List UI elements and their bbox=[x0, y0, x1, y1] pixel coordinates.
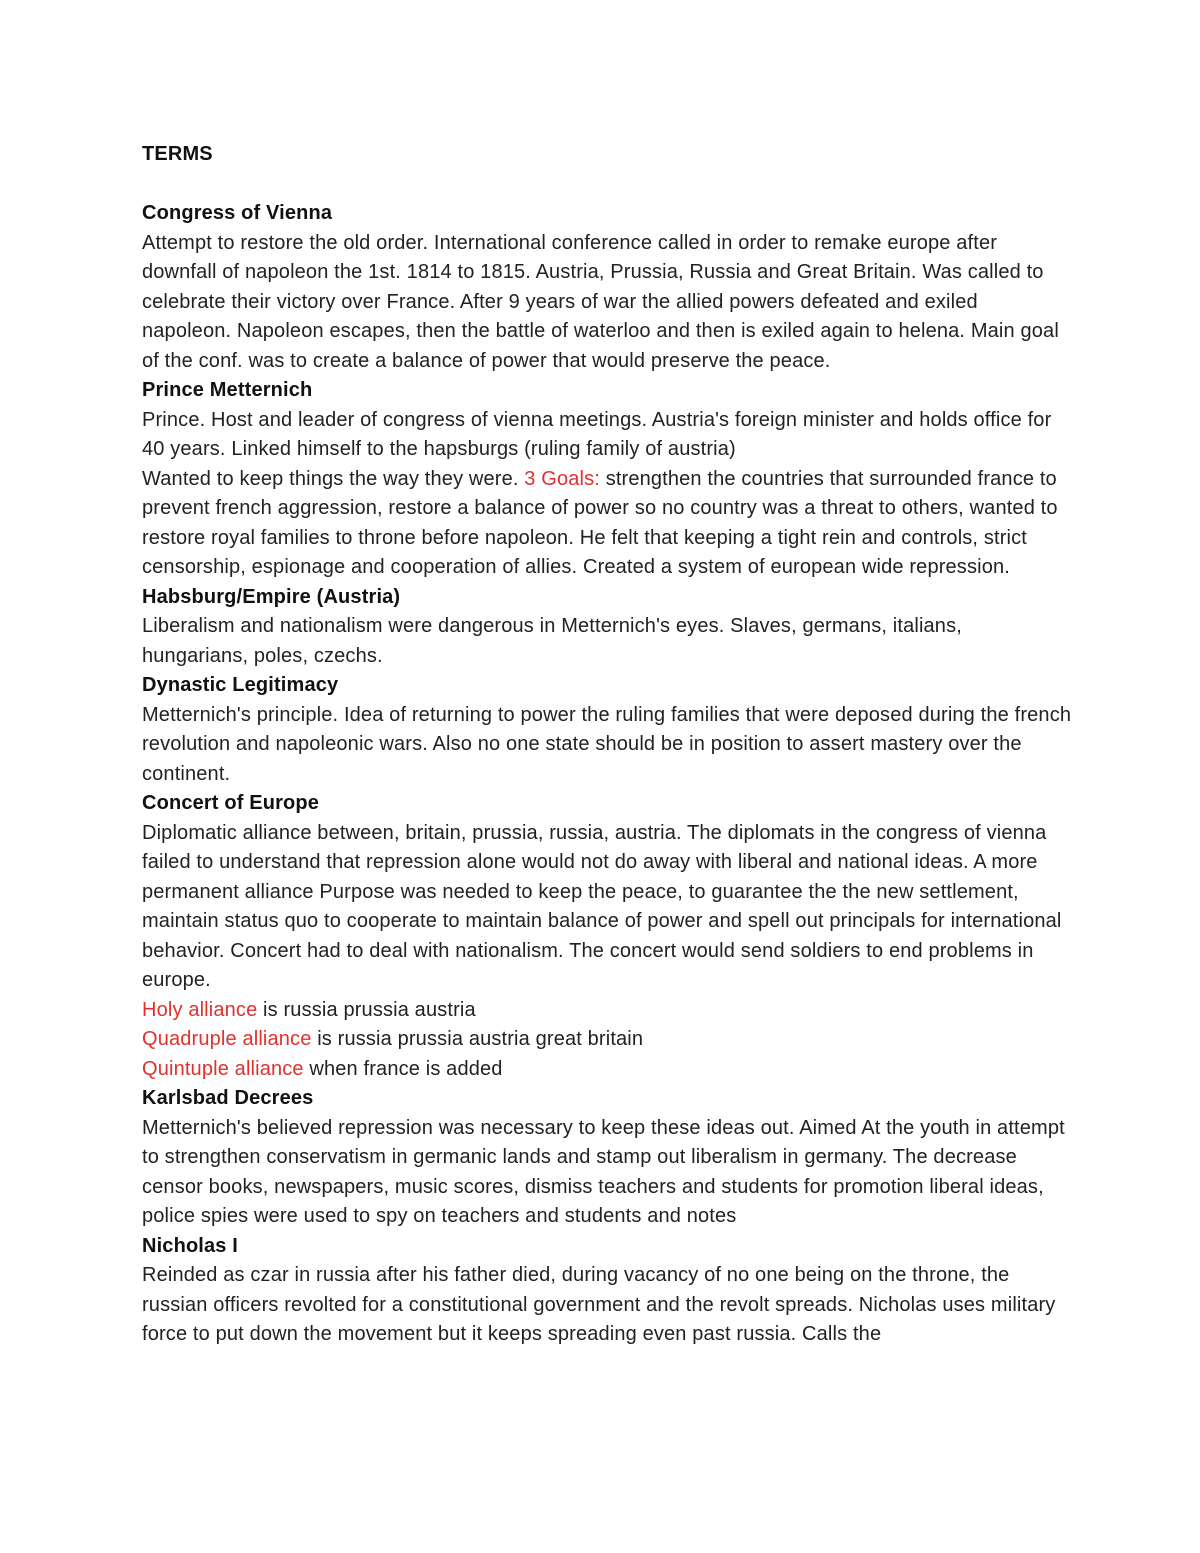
term-nicholas-i: Nicholas I bbox=[142, 1234, 238, 1257]
alliance-line bbox=[142, 996, 1072, 1026]
alliance-name: Quadruple alliance bbox=[142, 1028, 312, 1050]
definition-prince-metternich-goals bbox=[142, 465, 1072, 583]
term-prince-metternich: Prince Metternich bbox=[142, 379, 313, 401]
goals-highlight: 3 Goals: bbox=[524, 467, 600, 490]
goals-list: strengthen the countries that surrounded france to prevent french aggression, restore a balance of power so no country was a threat to others, wanted to restore royal families to throne before napoleon. He felt that keeping a tight rein and controls, strict censorship, espionage and cooperation of allies. Created a system of european wide repression. bbox=[142, 467, 1058, 578]
alliance-name: Quintuple alliance bbox=[142, 1057, 304, 1080]
goals-intro: Wanted to keep things the way they were. bbox=[142, 467, 525, 490]
document-page bbox=[142, 140, 1072, 1350]
term-dynastic-legitimacy: Dynastic Legitimacy bbox=[142, 674, 339, 696]
term-concert-of-europe: Concert of Europe bbox=[142, 792, 320, 814]
term-karlsbad-decrees: Karlsbad Decrees bbox=[142, 1087, 314, 1109]
definition-karlsbad-decrees: Metternich's believed repression was necessary to keep these ideas out. Aimed At the youth in attempt to strengthen conservatism in germanic lands and stamp out liberalism in germany. The decrease censor books, newspapers, music scores, dismiss teachers and students for promotion liberal ideas, police spies were used to spy on teachers and students and notes bbox=[142, 1116, 1065, 1227]
alliance-line bbox=[142, 1025, 1072, 1055]
alliance-line bbox=[142, 1055, 1072, 1085]
page-title: TERMS bbox=[142, 143, 213, 165]
term-congress-of-vienna: Congress of Vienna bbox=[142, 202, 333, 224]
definition-nicholas-i: Reinded as czar in russia after his father died, during vacancy of no one being on the throne, the russian officers revolted for a constitutional government and the revolt spreads. Nicholas uses military force to put down the movement but it keeps spreading even past russia. Calls the bbox=[142, 1264, 1056, 1345]
definition-prince-metternich: Prince. Host and leader of congress of vienna meetings. Austria's foreign minister and holds office for 40 years. Linked himself to the hapsburgs (ruling family of austria) bbox=[142, 408, 1052, 460]
definition-congress-of-vienna: Attempt to restore the old order. International conference called in order to remake europe after downfall of napoleon the 1st. 1814 to 1815. Austria, Prussia, Russia and Great Britain. Was called to celebrate their victory over France. After 9 years of war the allied powers defeated and exiled napoleon. Napoleon escapes, then the battle of waterloo and then is exiled again to helena. Main goal of the conf. was to create a balance of power that would preserve the peace. bbox=[142, 231, 1059, 372]
alliance-desc: when france is added bbox=[303, 1057, 503, 1080]
term-habsburg-empire: Habsburg/Empire (Austria) bbox=[142, 585, 401, 608]
alliance-desc: is russia prussia austria great britain bbox=[311, 1028, 644, 1050]
definition-concert-of-europe: Diplomatic alliance between, britain, prussia, russia, austria. The diplomats in the congress of vienna failed to understand that repression alone would not do away with liberal and national ideas. A more permanent alliance Purpose was needed to keep the peace, to guarantee the the new settlement, maintain status quo to cooperate to maintain balance of power and spell out principals for international behavior. Concert had to deal with nationalism. The concert would send soldiers to end problems in europe. bbox=[142, 821, 1062, 991]
definition-habsburg-empire: Liberalism and nationalism were dangerous in Metternich's eyes. Slaves, germans, italians, hungarians, poles, czechs. bbox=[142, 615, 962, 667]
alliance-desc: is russia prussia austria bbox=[257, 998, 476, 1021]
definition-dynastic-legitimacy: Metternich's principle. Idea of returning to power the ruling families that were deposed during the french revolution and napoleonic wars. Also no one state should be in position to assert mastery over the continent. bbox=[142, 703, 1072, 785]
alliance-name: Holy alliance bbox=[142, 998, 258, 1021]
